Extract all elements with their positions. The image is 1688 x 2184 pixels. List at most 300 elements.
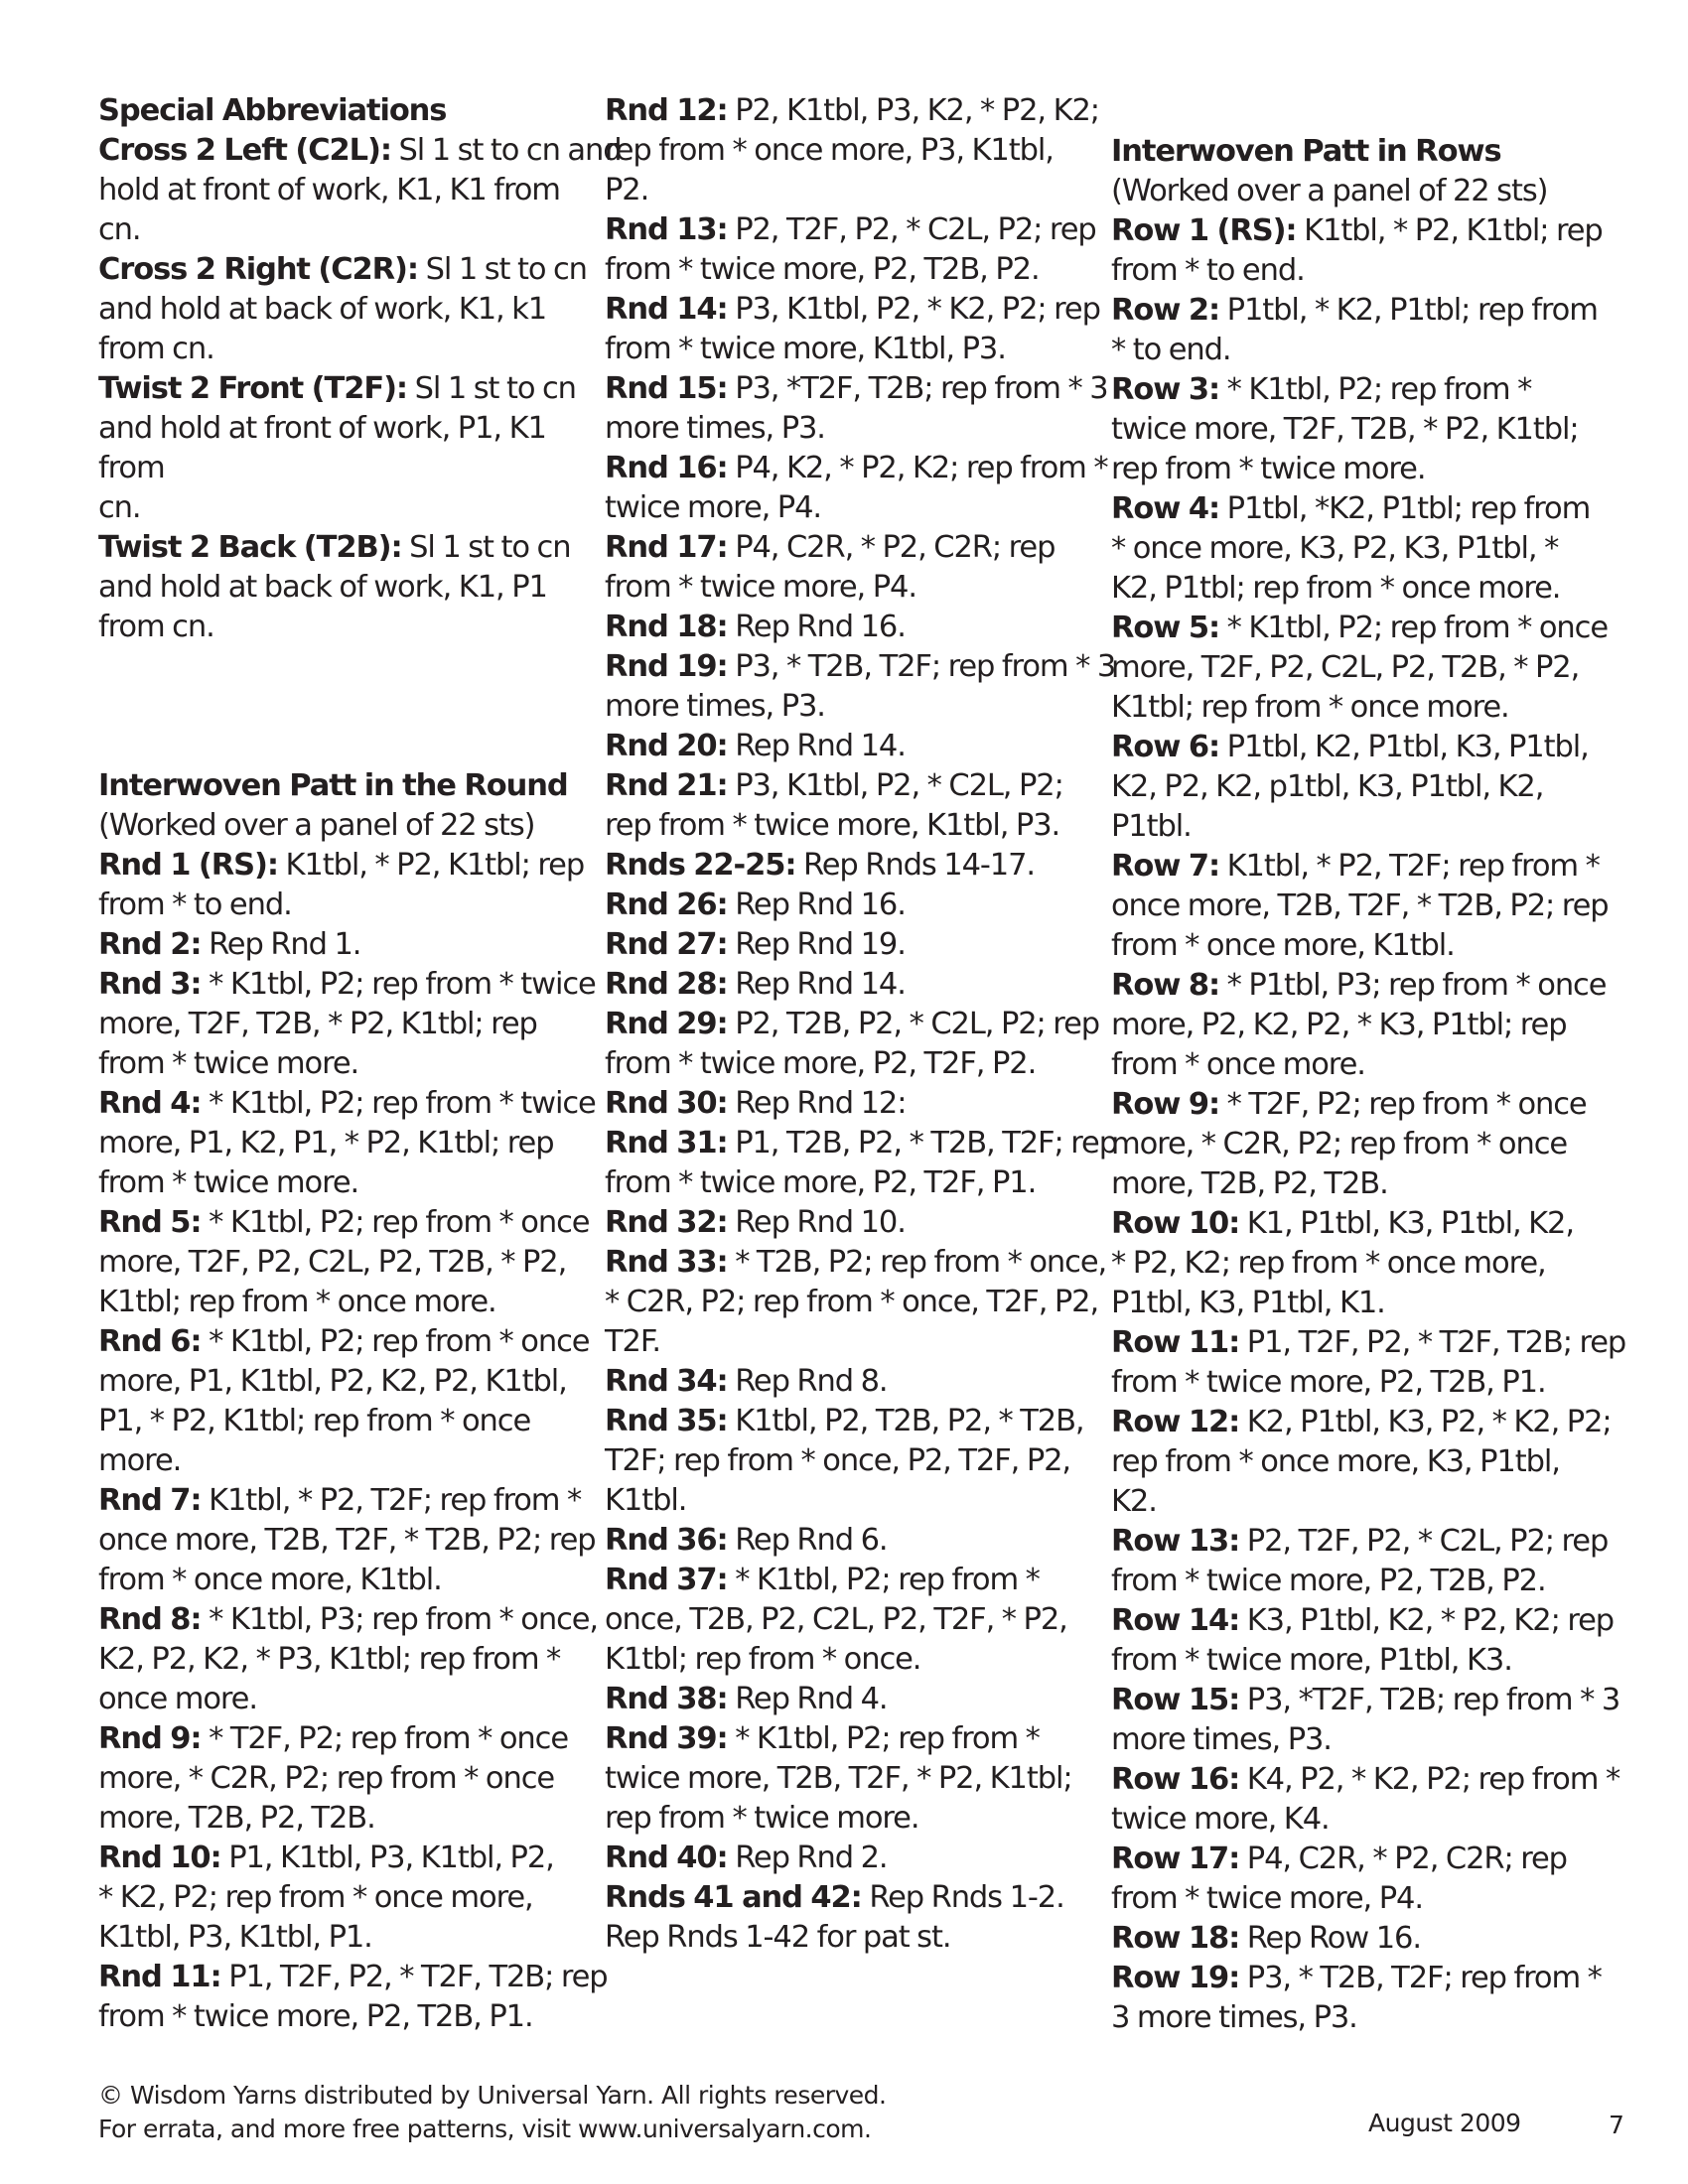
instruction-text: from * to end. bbox=[98, 887, 292, 922]
instruction-label: Rnd 9: bbox=[98, 1721, 202, 1756]
text-line bbox=[1111, 1006, 1627, 1045]
instruction-text: once more, T2B, T2F, * T2B, P2; rep bbox=[98, 1523, 596, 1558]
instruction-text: P2. bbox=[605, 173, 649, 207]
text-line bbox=[98, 1918, 610, 1958]
instruction-text: * once more, K3, P2, K3, P1tbl, * bbox=[1111, 531, 1559, 566]
instruction-text: * T2F, P2; rep from * once bbox=[201, 1721, 568, 1756]
instruction-text: from * twice more, P4. bbox=[1111, 1881, 1423, 1916]
instruction-text: Rep Rnds 1-42 for pat st. bbox=[605, 1920, 951, 1955]
instruction-text: Rep Rnd 14. bbox=[727, 729, 906, 763]
text-line bbox=[605, 1521, 1101, 1561]
instruction-text: more, * C2R, P2; rep from * once bbox=[1111, 1127, 1568, 1161]
text-line bbox=[605, 488, 1101, 528]
text-line bbox=[1111, 728, 1627, 767]
instruction-text: from * twice more, P2, T2B, P1. bbox=[1111, 1365, 1546, 1400]
instruction-label: Rnd 36: bbox=[605, 1523, 728, 1558]
instruction-text: twice more, T2F, T2B, * P2, K1tbl; bbox=[1111, 412, 1579, 447]
text-line bbox=[605, 1322, 1101, 1362]
text-line bbox=[98, 1044, 610, 1084]
round-pattern-continued-list bbox=[605, 91, 1117, 1958]
text-line bbox=[98, 488, 610, 528]
text-line bbox=[1111, 370, 1627, 410]
instruction-text: P3, *T2F, T2B; rep from * 3 bbox=[727, 371, 1108, 406]
instruction-text: more, P1, K1tbl, P2, K2, P2, K1tbl, bbox=[98, 1364, 567, 1399]
text-line bbox=[1111, 172, 1627, 211]
text-line bbox=[98, 171, 610, 210]
instruction-label: Rnd 11: bbox=[98, 1960, 221, 1994]
instruction-text: * P1tbl, P3; rep from * once bbox=[1219, 968, 1607, 1003]
instruction-text: K1, P1tbl, K3, P1tbl, K2, bbox=[1239, 1206, 1574, 1241]
text-line bbox=[605, 1163, 1101, 1203]
text-line bbox=[1111, 1482, 1627, 1522]
text-line bbox=[605, 687, 1101, 727]
text-line bbox=[98, 1561, 610, 1600]
text-line bbox=[605, 1203, 1101, 1243]
instruction-label: Rnd 21: bbox=[605, 768, 728, 803]
instruction-text: from * to end. bbox=[1111, 253, 1305, 288]
text-line bbox=[98, 1997, 610, 2037]
instruction-label: Rnd 33: bbox=[605, 1245, 728, 1280]
instruction-text: from * once more. bbox=[1111, 1047, 1365, 1082]
text-line bbox=[1111, 688, 1627, 728]
text-line bbox=[98, 1402, 610, 1441]
instruction-text: K1tbl; rep from * once more. bbox=[98, 1285, 496, 1319]
text-line bbox=[605, 1759, 1101, 1799]
instruction-text: * T2B, P2; rep from * once, bbox=[727, 1245, 1107, 1280]
instruction-text: from * once more, K1tbl. bbox=[1111, 928, 1455, 963]
instruction-text: P3, K1tbl, P2, * K2, P2; rep bbox=[727, 292, 1100, 327]
instruction-label: Row 5: bbox=[1111, 611, 1220, 645]
instruction-text: P3, *T2F, T2B; rep from * 3 bbox=[1239, 1683, 1620, 1717]
instruction-label: Rnd 20: bbox=[605, 729, 728, 763]
instruction-text: P1, T2F, P2, * T2F, T2B; rep bbox=[1239, 1325, 1626, 1360]
instruction-text: P1tbl, *K2, P1tbl; rep from bbox=[1219, 491, 1591, 526]
instruction-label: Twist 2 Back (T2B): bbox=[98, 530, 402, 565]
text-line bbox=[98, 369, 610, 409]
instruction-text: once more, T2B, T2F, * T2B, P2; rep bbox=[1111, 888, 1609, 923]
text-line bbox=[605, 1918, 1101, 1958]
instruction-text: more, T2F, T2B, * P2, K1tbl; rep bbox=[98, 1007, 537, 1041]
instruction-label: Rnd 10: bbox=[98, 1841, 221, 1875]
text-line bbox=[605, 369, 1108, 409]
instruction-label: Row 1 (RS): bbox=[1111, 213, 1297, 248]
text-line bbox=[1111, 767, 1627, 807]
instruction-text: from * twice more, P2, T2B, P2. bbox=[605, 252, 1040, 287]
text-line bbox=[605, 846, 1101, 886]
instruction-text: P4, C2R, * P2, C2R; rep bbox=[727, 530, 1055, 565]
text-line bbox=[605, 806, 1101, 846]
instruction-label: Rnd 5: bbox=[98, 1205, 202, 1240]
instruction-text: K2, P2, K2, * P3, K1tbl; rep from * bbox=[98, 1642, 561, 1677]
instruction-text: Sl 1 st to cn bbox=[418, 252, 587, 287]
text-line bbox=[1111, 291, 1627, 331]
text-line bbox=[98, 1283, 610, 1322]
instruction-text: P3, * T2B, T2F; rep from * bbox=[1239, 1961, 1602, 1995]
rows-pattern-list bbox=[1111, 172, 1627, 2038]
text-line bbox=[605, 568, 1101, 608]
instruction-text: and hold at back of work, K1, P1 bbox=[98, 570, 547, 605]
instruction-label: Rnd 35: bbox=[605, 1404, 728, 1438]
instruction-text: from * twice more, K1tbl, P3. bbox=[605, 332, 1006, 366]
instruction-label: Rnd 17: bbox=[605, 530, 728, 565]
text-line bbox=[605, 1084, 1101, 1124]
instruction-text: once, T2B, P2, C2L, P2, T2F, * P2, bbox=[605, 1602, 1067, 1637]
text-line bbox=[98, 1958, 610, 1997]
instruction-label: Rnd 28: bbox=[605, 967, 728, 1002]
instruction-label: Row 14: bbox=[1111, 1603, 1240, 1638]
text-line bbox=[605, 210, 1101, 250]
abbreviations-list bbox=[98, 131, 622, 647]
instruction-text: twice more, P4. bbox=[605, 490, 821, 525]
text-line bbox=[1111, 569, 1627, 609]
text-line bbox=[98, 409, 610, 449]
instruction-text: K1tbl. bbox=[605, 1483, 687, 1518]
text-line bbox=[1111, 1681, 1627, 1720]
instruction-label: Rnd 29: bbox=[605, 1007, 728, 1041]
text-line bbox=[98, 1124, 610, 1163]
instruction-text: P1tbl, * K2, P1tbl; rep from bbox=[1219, 293, 1598, 328]
instruction-text: K1tbl, * P2, K1tbl; rep bbox=[277, 848, 585, 883]
instruction-label: Rnd 26: bbox=[605, 887, 728, 922]
text-line bbox=[605, 330, 1101, 369]
text-line bbox=[1111, 1601, 1627, 1641]
instruction-label: Rnd 32: bbox=[605, 1205, 728, 1240]
text-line bbox=[605, 1124, 1117, 1163]
instruction-label: Rnd 15: bbox=[605, 371, 728, 406]
instruction-text: Rep Rnd 16. bbox=[727, 610, 906, 644]
instruction-text: Rep Rnd 1. bbox=[201, 927, 361, 962]
instruction-text: Rep Rnds 1-2. bbox=[861, 1880, 1064, 1915]
text-line bbox=[98, 1878, 610, 1918]
text-line bbox=[1111, 1284, 1627, 1323]
text-line bbox=[605, 1600, 1101, 1640]
instruction-text: Rep Rnd 19. bbox=[727, 927, 906, 962]
instruction-text: K2, P1tbl, K3, P2, * K2, P2; bbox=[1239, 1405, 1612, 1439]
instruction-label: Rnd 34: bbox=[605, 1364, 728, 1399]
text-line bbox=[1111, 1840, 1627, 1879]
instruction-text: P2, K1tbl, P3, K2, * P2, K2; bbox=[727, 93, 1099, 128]
instruction-text: Rep Rnd 2. bbox=[727, 1841, 888, 1875]
instruction-text: cn. bbox=[98, 212, 141, 247]
instruction-text: more, T2B, P2, T2B. bbox=[98, 1801, 375, 1836]
instruction-text: * to end. bbox=[1111, 333, 1231, 367]
text-line bbox=[605, 925, 1101, 965]
instruction-label: Rnd 2: bbox=[98, 927, 202, 962]
instruction-text: from cn. bbox=[98, 332, 214, 366]
column-right bbox=[1111, 132, 1627, 2038]
instruction-text: (Worked over a panel of 22 sts) bbox=[98, 808, 535, 843]
instruction-text: from * twice more, P1tbl, K3. bbox=[1111, 1643, 1512, 1678]
text-line bbox=[1111, 609, 1627, 648]
text-line bbox=[98, 449, 610, 488]
instruction-text: Rep Rnd 16. bbox=[727, 887, 906, 922]
instruction-text: twice more, K4. bbox=[1111, 1802, 1330, 1837]
instruction-text: 3 more times, P3. bbox=[1111, 2000, 1357, 2035]
text-line bbox=[98, 1203, 610, 1243]
text-line bbox=[605, 886, 1101, 925]
instruction-text: from cn. bbox=[98, 610, 214, 644]
instruction-label: Row 11: bbox=[1111, 1325, 1240, 1360]
instruction-text: Sl 1 st to cn and bbox=[390, 133, 622, 168]
instruction-text: more times, P3. bbox=[1111, 1722, 1332, 1757]
instruction-text: from * twice more, P2, T2B, P1. bbox=[98, 1999, 533, 2034]
text-line bbox=[1111, 331, 1627, 370]
text-line bbox=[1111, 1085, 1627, 1125]
instruction-text: more, T2F, P2, C2L, P2, T2B, * P2, bbox=[1111, 650, 1580, 685]
instruction-text: P1tbl. bbox=[1111, 809, 1192, 844]
instruction-label: Rnd 30: bbox=[605, 1086, 728, 1121]
instruction-text: P1tbl, K3, P1tbl, K1. bbox=[1111, 1286, 1385, 1320]
text-line bbox=[605, 1640, 1101, 1680]
text-line bbox=[98, 608, 610, 647]
text-line bbox=[98, 806, 610, 846]
instruction-text: * P2, K2; rep from * once more, bbox=[1111, 1246, 1546, 1281]
instruction-text: K4, P2, * K2, P2; rep from * bbox=[1239, 1762, 1620, 1797]
instruction-label: Row 8: bbox=[1111, 968, 1220, 1003]
instruction-text: from * once more, K1tbl. bbox=[98, 1563, 442, 1597]
instruction-text: from * twice more, P4. bbox=[605, 570, 916, 605]
instruction-label: Rnd 37: bbox=[605, 1563, 728, 1597]
text-line bbox=[98, 846, 610, 886]
instruction-text: K1tbl; rep from * once. bbox=[605, 1642, 921, 1677]
text-line bbox=[1111, 1045, 1627, 1085]
instruction-text: Sl 1 st to cn bbox=[407, 371, 576, 406]
instruction-text: cn. bbox=[98, 490, 141, 525]
instruction-label: Cross 2 Right (C2R): bbox=[98, 252, 418, 287]
text-line bbox=[1111, 1879, 1627, 1919]
text-line bbox=[98, 1322, 610, 1362]
instruction-text: Rep Rnds 14-17. bbox=[795, 848, 1035, 883]
text-line bbox=[1111, 926, 1627, 966]
text-line bbox=[605, 171, 1101, 210]
text-line bbox=[98, 1799, 610, 1839]
text-line bbox=[605, 1719, 1101, 1759]
instruction-label: Rnd 12: bbox=[605, 93, 728, 128]
footer-copyright: © Wisdom Yarns distributed by Universal Yarn. All rights reserved. bbox=[98, 2081, 887, 2110]
text-line bbox=[98, 925, 610, 965]
text-line bbox=[605, 1441, 1101, 1481]
text-line bbox=[1111, 1244, 1627, 1284]
instruction-text: from * twice more, P2, T2F, P2. bbox=[605, 1046, 1037, 1081]
text-line bbox=[98, 1163, 610, 1203]
instruction-text: from bbox=[98, 451, 165, 485]
text-line bbox=[605, 965, 1101, 1005]
text-line bbox=[605, 1680, 1101, 1719]
column-left bbox=[98, 91, 622, 2037]
instruction-text: * K2, P2; rep from * once more, bbox=[98, 1880, 533, 1915]
text-line bbox=[1111, 1800, 1627, 1840]
text-line bbox=[605, 1362, 1101, 1402]
instruction-text: P1tbl, K2, P1tbl, K3, P1tbl, bbox=[1219, 730, 1589, 764]
text-line bbox=[605, 290, 1101, 330]
text-line bbox=[1111, 1641, 1627, 1681]
instruction-text: P3, K1tbl, P2, * C2L, P2; bbox=[727, 768, 1063, 803]
text-line bbox=[1111, 1919, 1627, 1959]
text-line bbox=[605, 91, 1101, 131]
text-line bbox=[1111, 648, 1627, 688]
text-line bbox=[605, 727, 1101, 766]
text-line bbox=[1111, 1323, 1627, 1363]
text-line bbox=[98, 330, 610, 369]
text-line bbox=[1111, 1442, 1627, 1482]
instruction-label: Twist 2 Front (T2F): bbox=[98, 371, 408, 406]
instruction-label: Rnd 13: bbox=[605, 212, 728, 247]
section-spacer bbox=[98, 647, 610, 766]
instruction-label: Rnd 38: bbox=[605, 1682, 728, 1716]
instruction-text: P1, T2F, P2, * T2F, T2B; rep bbox=[220, 1960, 608, 1994]
text-line bbox=[98, 1680, 610, 1719]
instruction-text: T2F; rep from * once, P2, T2F, P2, bbox=[605, 1443, 1071, 1478]
instruction-text: more, T2F, P2, C2L, P2, T2B, * P2, bbox=[98, 1245, 567, 1280]
instruction-text: Rep Rnd 8. bbox=[727, 1364, 888, 1399]
footer-errata: For errata, and more free patterns, visit www.universalyarn.com. bbox=[98, 2115, 872, 2143]
instruction-label: Rnd 7: bbox=[98, 1483, 202, 1518]
page-number: 7 bbox=[1609, 2111, 1624, 2139]
text-line bbox=[605, 250, 1101, 290]
instruction-label: Cross 2 Left (C2L): bbox=[98, 133, 391, 168]
instruction-text: more, P1, K2, P1, * P2, K1tbl; rep bbox=[98, 1126, 554, 1160]
text-line bbox=[1111, 887, 1627, 926]
instruction-text: rep from * twice more. bbox=[605, 1801, 919, 1836]
instruction-text: Rep Rnd 10. bbox=[727, 1205, 906, 1240]
instruction-text: Rep Row 16. bbox=[1239, 1921, 1421, 1956]
text-line bbox=[1111, 211, 1627, 251]
text-line bbox=[1111, 251, 1627, 291]
instruction-text: * K1tbl, P2; rep from * twice bbox=[201, 967, 596, 1002]
text-line bbox=[98, 1005, 610, 1044]
instruction-text: (Worked over a panel of 22 sts) bbox=[1111, 174, 1548, 208]
instruction-label: Rnds 22-25: bbox=[605, 848, 796, 883]
text-line bbox=[605, 647, 1116, 687]
instruction-text: from * twice more. bbox=[98, 1165, 359, 1200]
instruction-text: K2. bbox=[1111, 1484, 1157, 1519]
text-line bbox=[98, 290, 610, 330]
instruction-label: Rnd 14: bbox=[605, 292, 728, 327]
text-line bbox=[605, 608, 1101, 647]
instruction-text: rep from * twice more. bbox=[1111, 452, 1426, 486]
text-line bbox=[1111, 1998, 1627, 2038]
instruction-text: P3, * T2B, T2F; rep from * 3 bbox=[727, 649, 1116, 684]
instruction-text: K1tbl; rep from * once more. bbox=[1111, 690, 1509, 725]
instruction-text: * K1tbl, P2; rep from * bbox=[727, 1721, 1040, 1756]
instruction-label: Rnd 4: bbox=[98, 1086, 202, 1121]
instruction-text: * K1tbl, P2; rep from * once bbox=[201, 1324, 590, 1359]
instruction-text: K3, P1tbl, K2, * P2, K2; rep bbox=[1239, 1603, 1615, 1638]
instruction-label: Row 10: bbox=[1111, 1206, 1240, 1241]
instruction-label: Rnd 19: bbox=[605, 649, 728, 684]
text-line bbox=[1111, 847, 1627, 887]
instruction-label: Rnd 6: bbox=[98, 1324, 202, 1359]
round-pattern-heading: Interwoven Patt in the Round bbox=[98, 768, 568, 803]
instruction-label: Rnd 3: bbox=[98, 967, 202, 1002]
text-line bbox=[1111, 450, 1627, 489]
text-line bbox=[98, 210, 610, 250]
text-line bbox=[98, 528, 610, 568]
instruction-text: and hold at front of work, P1, K1 bbox=[98, 411, 546, 446]
instruction-label: Row 12: bbox=[1111, 1405, 1240, 1439]
instruction-text: rep from * once more, K3, P1tbl, bbox=[1111, 1444, 1560, 1479]
text-line bbox=[1111, 1959, 1627, 1998]
instruction-text: K1tbl, P2, T2B, P2, * T2B, bbox=[727, 1404, 1084, 1438]
instruction-text: P2, T2F, P2, * C2L, P2; rep bbox=[727, 212, 1096, 247]
instruction-text: K2, P1tbl; rep from * once more. bbox=[1111, 571, 1561, 606]
text-line bbox=[605, 1005, 1101, 1044]
text-line bbox=[98, 1759, 610, 1799]
text-line bbox=[98, 1719, 610, 1759]
text-line bbox=[1111, 410, 1627, 450]
text-line bbox=[605, 766, 1101, 806]
special-abbreviations-heading: Special Abbreviations bbox=[98, 93, 447, 128]
text-line bbox=[98, 965, 610, 1005]
text-line bbox=[98, 1521, 610, 1561]
instruction-text: P2, T2B, P2, * C2L, P2; rep bbox=[727, 1007, 1100, 1041]
text-line bbox=[98, 1243, 610, 1283]
text-line bbox=[98, 250, 610, 290]
instruction-label: Row 13: bbox=[1111, 1524, 1240, 1559]
text-line bbox=[1111, 1363, 1627, 1403]
text-line bbox=[1111, 1522, 1627, 1562]
text-line bbox=[98, 1600, 610, 1640]
instruction-label: Row 7: bbox=[1111, 849, 1220, 884]
text-line bbox=[605, 1799, 1101, 1839]
text-line bbox=[605, 1481, 1101, 1521]
instruction-text: Rep Rnd 12: bbox=[727, 1086, 907, 1121]
instruction-text: * K1tbl, P2; rep from * twice bbox=[201, 1086, 596, 1121]
text-line bbox=[1111, 1562, 1627, 1601]
text-line bbox=[98, 1362, 610, 1402]
instruction-text: T2F. bbox=[605, 1324, 660, 1359]
instruction-text: more, P2, K2, P2, * K3, P1tbl; rep bbox=[1111, 1008, 1567, 1042]
text-line bbox=[605, 1044, 1101, 1084]
text-line bbox=[1111, 529, 1627, 569]
text-line bbox=[98, 1839, 610, 1878]
instruction-text: from * twice more, P2, T2F, P1. bbox=[605, 1165, 1037, 1200]
footer-date: August 2009 bbox=[1368, 2109, 1521, 2137]
text-line bbox=[98, 1640, 610, 1680]
instruction-text: * K1tbl, P3; rep from * once, bbox=[201, 1602, 599, 1637]
instruction-text: more, * C2R, P2; rep from * once bbox=[98, 1761, 555, 1796]
text-line bbox=[605, 1561, 1101, 1600]
instruction-text: more times, P3. bbox=[605, 411, 825, 446]
text-line bbox=[605, 1839, 1101, 1878]
text-line bbox=[1111, 1204, 1627, 1244]
instruction-text: hold at front of work, K1, K1 from bbox=[98, 173, 560, 207]
instruction-text: from * twice more. bbox=[98, 1046, 359, 1081]
instruction-label: Rnd 16: bbox=[605, 451, 728, 485]
text-line bbox=[98, 1441, 610, 1481]
instruction-label: Rnd 1 (RS): bbox=[98, 848, 278, 883]
text-line bbox=[1111, 1720, 1627, 1760]
text-line bbox=[605, 409, 1101, 449]
text-line bbox=[1111, 1125, 1627, 1164]
instruction-text: K1tbl, * P2, K1tbl; rep bbox=[1296, 213, 1603, 248]
instruction-text: * T2F, P2; rep from * once bbox=[1219, 1087, 1587, 1122]
rows-pattern-heading: Interwoven Patt in Rows bbox=[1111, 134, 1501, 169]
text-line bbox=[605, 1243, 1107, 1283]
text-line bbox=[1111, 1760, 1627, 1800]
instruction-text: twice more, T2B, T2F, * P2, K1tbl; bbox=[605, 1761, 1072, 1796]
instruction-text: Rep Rnd 6. bbox=[727, 1523, 888, 1558]
round-pattern-list bbox=[98, 806, 610, 2037]
instruction-label: Rnd 8: bbox=[98, 1602, 202, 1637]
text-line bbox=[98, 568, 610, 608]
instruction-label: Row 19: bbox=[1111, 1961, 1240, 1995]
instruction-label: Row 15: bbox=[1111, 1683, 1240, 1717]
instruction-label: Rnd 31: bbox=[605, 1126, 728, 1160]
text-line bbox=[98, 131, 622, 171]
text-line bbox=[1111, 1403, 1627, 1442]
instruction-text: Rep Rnd 4. bbox=[727, 1682, 888, 1716]
